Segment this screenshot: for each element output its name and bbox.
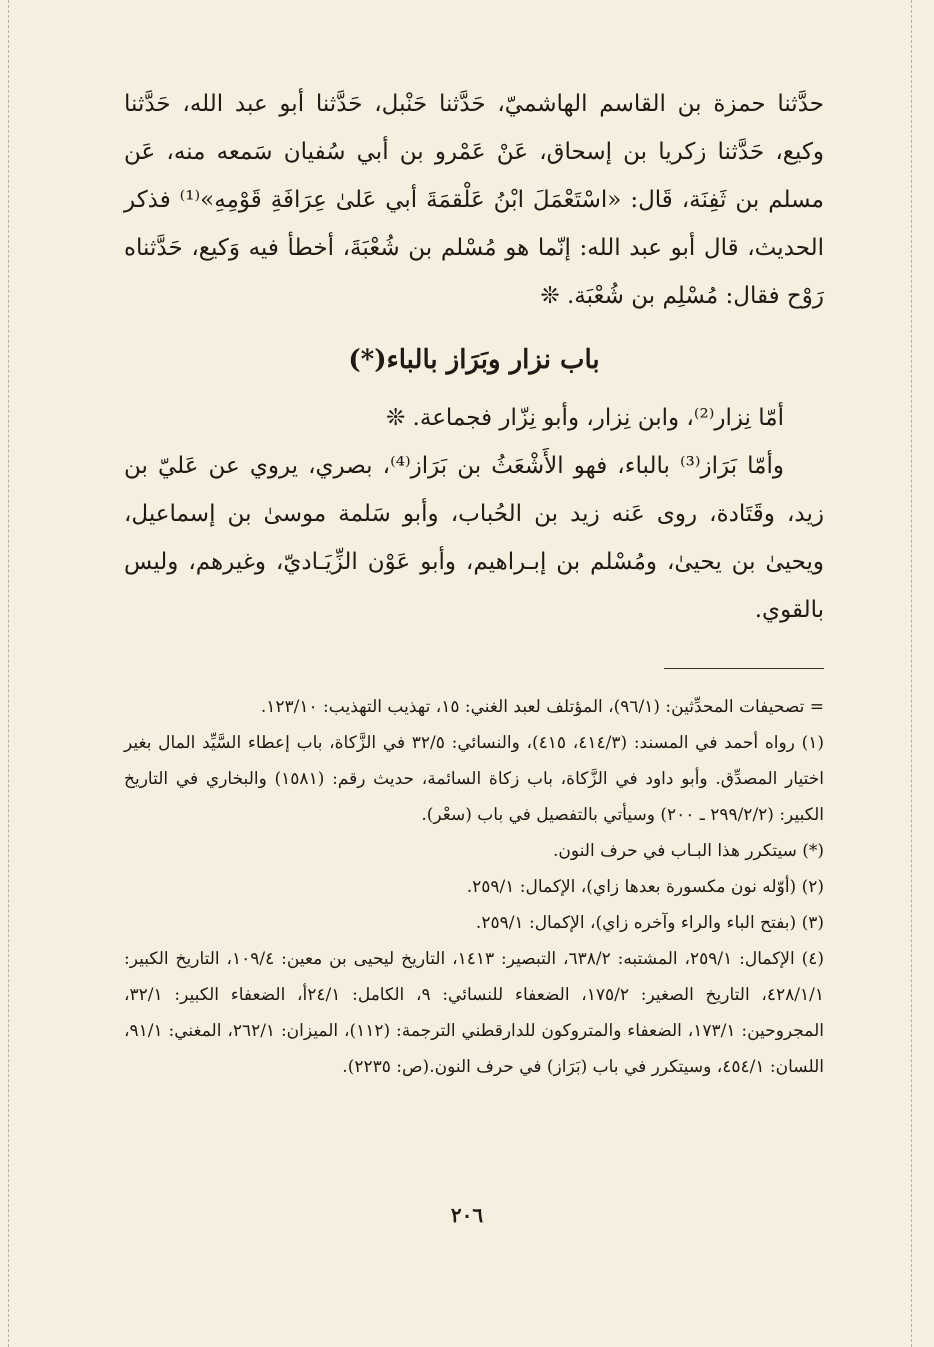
footnote-1: (١) رواه أحمد في المسند: (٤١٤/٣، ٤١٥)، والنسائي: ٣٢/٥ في الزَّكاة، باب إعطاء السَّيِّد المال بغير اختيار المصدِّق. وأبو داود في الزَّكاة، باب زكاة السائمة، حديث رقم: (١٥٨١) والبخاري في التاريخ الكبير: (٢٩٩/٢/٢ ـ ٢٠٠) وسيأتي بالتفصيل في باب (سعْر).	[124, 733, 824, 825]
footnote-3: (٣) (بفتح الباء والراء وآخره زاي)، الإكمال: ٢٥٩/١.	[475, 913, 824, 933]
paragraph-nizar: أمّا نِزار⁽²⁾، وابن نِزار، وأبو نِزّار فجماعة. ❊	[385, 405, 784, 431]
footnote-continuation: = تصحيفات المحدِّثين: (٩٦/١)، المؤتلف لعبد الغني: ١٥، تهذيب التهذيب: ١٢٣/١٠.	[260, 697, 824, 717]
paragraph-hadith: حدَّثنا حمزة بن القاسم الهاشميّ، حَدَّثنا حَنْبل، حَدَّثنا أبو عبد الله، حَدَّثنا وكيع، حَدَّثنا زكريا بن إسحاق، عَنْ عَمْرو بن أبي سُفيان سَمعه منه، عَن مسلم بن ثَفِنَة، قَال: «اسْتَعْمَلَ ابْنُ عَلْقمَةَ أبي عَلىٰ عِرَافَةِ قَوْمِهِ»⁽¹⁾ فذكر الحديث، قال أبو عبد الله: إنّما هو مُسْلم بن شُعْبَةَ، أخطأ فيه وَكيع، حَدَّثناه رَوْح فقال: مُسْلِم بن شُعْبَة. ❊	[124, 91, 824, 309]
main-text	[124, 80, 824, 634]
paragraph-baraz: وأمّا بَرَاز⁽³⁾ بالباء، فهو الأَشْعَثُ بن بَرَاز⁽⁴⁾، بصري، يروي عن عَليّ بن زيد، وقَتَادة، روى عَنه زيد بن الحُباب، وأبو سَلمة موسىٰ بن إسماعيل، ويحيىٰ بن يحيىٰ، ومُسْلم بن إبـراهيم، وأبو عَوْن الزِّيَـاديّ، وغيرهم، وليس بالقوي.	[124, 453, 824, 623]
footnote-2: (٢) (أوّله نون مكسورة بعدها زاي)، الإكمال: ٢٥٩/١.	[466, 877, 824, 897]
page-number: ٢٠٦	[450, 1203, 484, 1227]
footnotes	[124, 689, 824, 1085]
footnote-separator	[664, 668, 824, 669]
footnote-star: (*) سيتكرر هذا البـاب في حرف النون.	[553, 841, 824, 861]
chapter-heading: باب نزار وبَرَاز بالباء(*)	[348, 345, 600, 375]
footnote-4: (٤) الإكمال: ٢٥٩/١، المشتبه: ٦٣٨/٢، التبصير: ١٤١٣، التاريخ ليحيى بن معين: ١٠٩/٤، التاريخ الكبير: ٤٢٨/١/١، التاريخ الصغير: ١٧٥/٢، الضعفاء للنسائي: ٩، الكامل: ٢٤/١أ، الضعفاء الكبير: ٣٢/١، المجروحين: ١٧٣/١، الضعفاء والمتروكون للدارقطني الترجمة: (١١٢)، الميزان: ٢٦٢/١، المغني: ٩١/١، اللسان: ٤٥٤/١، وسيتكرر في باب (بَرَاز) في حرف النون.(ص: ٢٢٣٥).	[124, 949, 824, 1077]
